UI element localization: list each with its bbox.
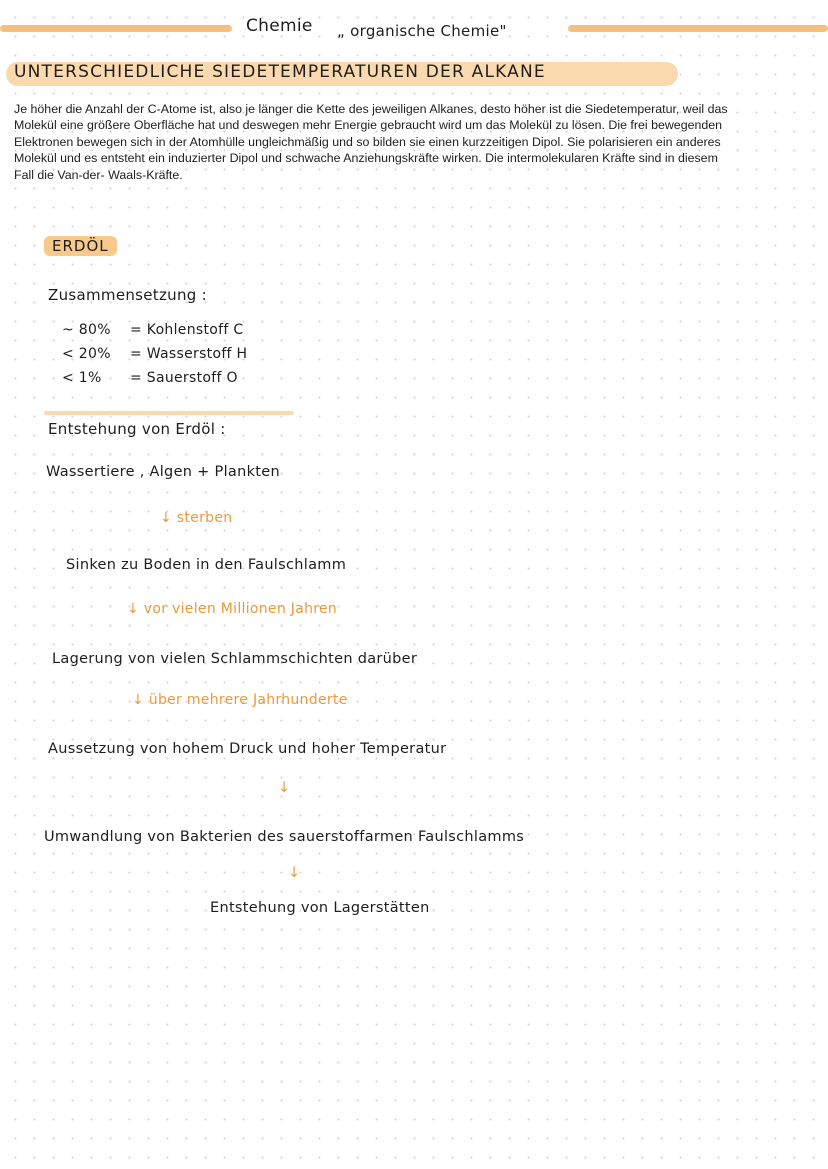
formation-arrow-note: ↓ vor vielen Millionen Jahren [127, 601, 338, 617]
formation-step: Lagerung von vielen Schlammschichten darüber [52, 651, 418, 667]
composition-element: = Kohlenstoff C [130, 322, 244, 338]
formation-arrow-note: ↓ sterben [160, 510, 233, 526]
composition-percent: ~ 80% [62, 322, 111, 338]
formation-title: Entstehung von Erdöl : [48, 420, 226, 438]
down-arrow-icon: ↓ [278, 780, 291, 796]
composition-element: = Wasserstoff H [130, 346, 248, 362]
composition-row [62, 322, 243, 338]
composition-percent: < 20% [62, 346, 111, 362]
down-arrow-icon: ↓ [288, 865, 301, 881]
composition-title: Zusammensetzung : [48, 286, 208, 304]
formation-underline [44, 411, 294, 415]
composition-element: = Sauerstoff O [130, 370, 238, 386]
header-accent-bar-left [0, 25, 232, 32]
composition-row [62, 370, 238, 386]
subject-title: Chemie [246, 16, 313, 36]
header-accent-bar-right [568, 25, 828, 32]
formation-step: Aussetzung von hohem Druck und hoher Temperatur [48, 741, 447, 757]
erdol-title: ERDÖL [44, 236, 117, 256]
composition-row [62, 346, 247, 362]
formation-step: Sinken zu Boden in den Faulschlamm [66, 557, 347, 573]
formation-step: Entstehung von Lagerstätten [210, 900, 430, 916]
section-heading: UNTERSCHIEDLICHE SIEDETEMPERATUREN DER ALKANE [14, 62, 546, 82]
topic-title: „ organische Chemie" [337, 22, 507, 40]
formation-arrow-note: ↓ über mehrere Jahrhunderte [132, 692, 348, 708]
formation-step: Wassertiere , Algen + Plankten [46, 464, 280, 480]
composition-percent: < 1% [62, 370, 102, 386]
explanation-paragraph: Je höher die Anzahl der C-Atome ist, also je länger die Kette des jeweiligen Alkanes, desto höher ist die Siedetemperatur, weil das Molekül eine größere Oberfläche hat und deswegen mehr Energie gebraucht wird um das Molekül zu lösen. Die frei bewegenden Elektronen bewegen sich in der Atomhülle ungleichmäßig und so bilden sie einen kurzzeitigen Dipol. Sie polarisieren ein anderes Molekül und es entsteht ein induzierter Dipol und schwache Anziehungskräfte wirken. Die intermolekularen Kräfte sind in diesem Fall die Van-der- Waals-Kräfte. [14, 102, 728, 182]
formation-step: Umwandlung von Bakterien des sauerstoffarmen Faulschlamms [44, 829, 525, 845]
